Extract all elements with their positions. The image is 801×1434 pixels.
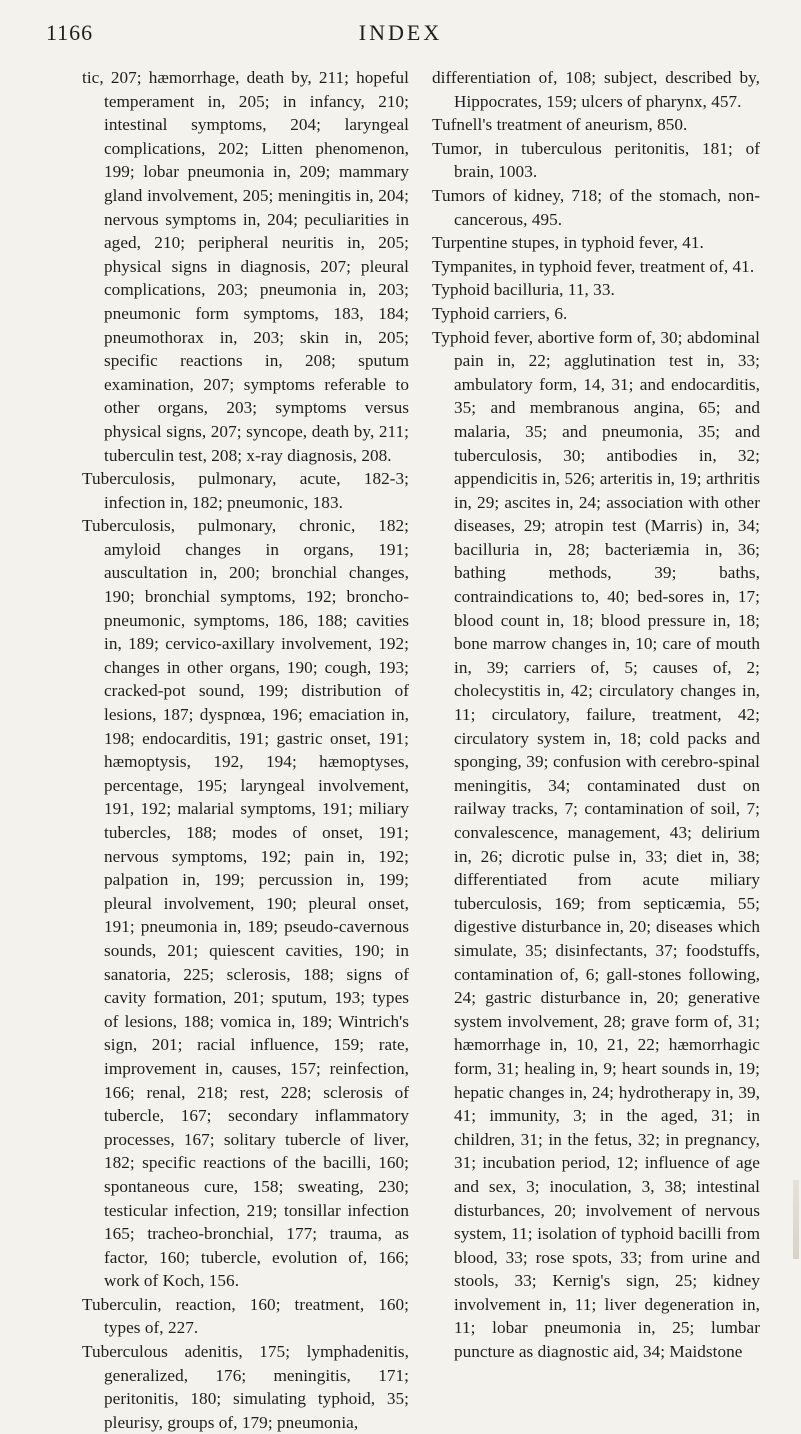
right-column bbox=[432, 66, 760, 1364]
index-entry: Tympanites, in typhoid fever, treatment of, 41. bbox=[432, 256, 755, 276]
index-entry: Typhoid carriers, 6. bbox=[432, 303, 568, 323]
index-entry: Turpentine stupes, in typhoid fever, 41. bbox=[432, 233, 704, 253]
page-number: 1166 bbox=[46, 20, 94, 45]
running-title: INDEX bbox=[358, 20, 443, 45]
index-entry: Tumor, in tuberculous peritonitis, 181; of brain, 1003. bbox=[432, 138, 760, 182]
index-entry: Tuberculin, reaction, 160; treatment, 160; types of, 227. bbox=[82, 1294, 409, 1338]
index-entry: Tufnell's treatment of aneurism, 850. bbox=[432, 115, 688, 135]
left-column bbox=[82, 66, 409, 1434]
index-entry: tic, 207; hæmorrhage, death by, 211; hopeful temperament in, 205; in infancy, 210; intestinal symptoms, 204; laryngeal complications, 202; Litten phenomenon, 199; lobar pneumonia in, 209; mammary gland involvement, 205; meningitis in, 204; nervous symptoms in, 204; peculiarities in aged, 210; peripheral neuritis in, 205; physical signs in diagnosis, 207; pleural complications, 203; pneumonia in, 203; pneumonic form symptoms, 183, 184; pneumothorax in, 203; skin in, 205; specific reactions in, 208; sputum examination, 207; symptoms referable to other organs, 203; symptoms versus physical signs, 207; syncope, death by, 211; tuberculin test, 208; x-ray diagnosis, 208. bbox=[82, 68, 409, 465]
page-edge-shadow bbox=[793, 1180, 799, 1259]
index-entry: Typhoid fever, abortive form of, 30; abdominal pain in, 22; agglutination test in, 33; ambulatory form, 14, 31; and endocarditis, 35; and membranous angina, 65; and malaria, 35; and pneumonia, 35; and tuberculosis, 30; antibodies in, 32; appendicitis in, 526; arteritis in, 19; arthritis in, 29; ascites in, 24; association with other diseases, 29; atropin test (Marris) in, 34; bacilluria in, 28; bacteriæmia in, 36; bathing methods, 39; baths, contraindications to, 40; bed-sores in, 17; blood count in, 18; blood pressure in, 18; bone marrow changes in, 10; care of mouth in, 39; carriers of, 5; causes of, 2; cholecystitis in, 42; circulatory changes in, 11; circulatory, failure, treatment, 42; circulatory system in, 18; cold packs and sponging, 39; confusion with cerebro-spinal meningitis, 34; contaminated dust on railway tracks, 7; contamination of soil, 7; convalescence, management, 43; delirium in, 26; dicrotic pulse in, 33; diet in, 38; differentiated from acute miliary tuberculosis, 169; from septicæmia, 55; digestive disturbance in, 20; diseases which simulate, 35; disinfectants, 37; foodstuffs, contamination of, 6; gall-stones following, 24; gastric disturbance in, 20; generative system involvement, 28; grave form of, 31; hæmorrhage in, 10, 21, 22; hæmorrhagic form, 31; healing in, 9; heart sounds in, 19; hepatic changes in, 24; hydrotherapy in, 39, 41; immunity, 3; in the aged, 31; in children, 31; in the fetus, 32; in pregnancy, 31; incubation period, 12; influence of age and sex, 3; inoculation, 3, 38; intestinal disturbances, 20; involvement of nervous system, 11; isolation of typhoid bacilli from blood, 33; rose spots, 33; from urine and stools, 33; Kernig's sign, 25; kidney involvement in, 11; liver degeneration in, 11; lobar pneumonia in, 25; lumbar puncture as diagnostic aid, 34; Maidstone bbox=[432, 327, 760, 1362]
page-header bbox=[0, 8, 801, 48]
index-entry: differentiation of, 108; subject, described by, Hippocrates, 159; ulcers of pharynx, 457. bbox=[432, 68, 760, 111]
index-entry: Typhoid bacilluria, 11, 33. bbox=[432, 280, 615, 300]
index-entry: Tumors of kidney, 718; of the stomach, non-cancerous, 495. bbox=[432, 185, 760, 229]
index-entry: Tuberculosis, pulmonary, acute, 182-3; infection in, 182; pneumonic, 183. bbox=[82, 469, 409, 512]
index-entry: Tuberculous adenitis, 175; lymphadenitis, generalized, 176; meningitis, 171; peritonitis, 180; simulating typhoid, 35; pleurisy, groups of, 179; pneumonia, bbox=[82, 1342, 409, 1432]
index-entry: Tuberculosis, pulmonary, chronic, 182; amyloid changes in organs, 191; auscultation in, 200; bronchial changes, 190; bronchial symptoms, 192; broncho-pneumonic, symptoms, 186, 188; cavities in, 189; cervico-axillary involvement, 192; changes in other organs, 190; cough, 193; cracked-pot sound, 199; distribution of lesions, 187; dyspnœa, 196; emaciation in, 198; endocarditis, 191; gastric onset, 191; hæmoptysis, 192, 194; hæmoptyses, percentage, 195; laryngeal involvement, 191, 192; malarial symptoms, 191; miliary tubercles, 188; modes of onset, 191; nervous symptoms, 192; pain in, 192; palpation in, 199; percussion in, 199; pleural involvement, 190; pleural onset, 191; pneumonia in, 189; pseudo-cavernous sounds, 201; quiescent cavities, 190; in sanatoria, 225; sclerosis, 188; signs of cavity formation, 201; sputum, 193; types of lesions, 188; vomica in, 189; Wintrich's sign, 201; racial influence, 159; rate, improvement in, causes, 157; reinfection, 166; renal, 218; rest, 228; sclerosis of tubercle, 167; secondary inflammatory processes, 167; solitary tubercle of liver, 182; specific reactions of the bacilli, 160; spontaneous cure, 158; sweating, 230; testicular infection, 219; tonsillar infection 165; tracheo-bronchial, 177; trauma, as factor, 160; tubercle, evolution of, 166; work of Koch, 156. bbox=[82, 516, 409, 1291]
